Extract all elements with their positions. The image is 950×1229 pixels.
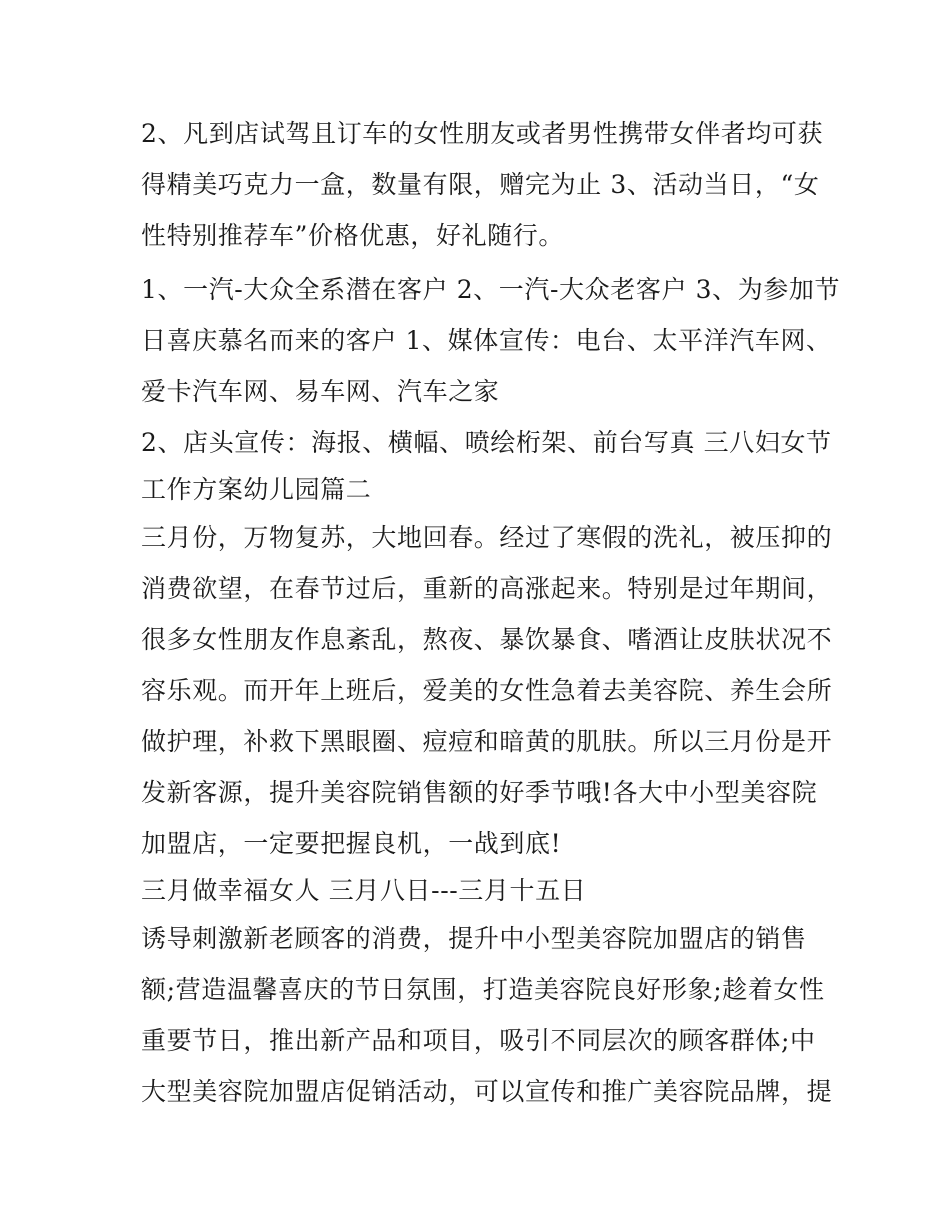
text-line: 得精美巧克力一盒，数量有限，赠完为止 3、活动当日，“女 <box>141 170 820 199</box>
text-line: 日喜庆慕名而来的客户 1、媒体宣传：电台、太平洋汽车网、 <box>141 326 832 355</box>
text-line: 爱卡汽车网、易车网、汽车之家 <box>141 377 500 406</box>
text-line: 三月份，万物复苏，大地回春。经过了寒假的洗礼，被压抑的 <box>141 523 833 552</box>
document-body <box>141 108 841 1117</box>
text-line: 额;营造温馨喜庆的节日氛围，打造美容院良好形象;趁着女性 <box>141 975 825 1004</box>
text-line: 重要节日，推出新产品和项目，吸引不同层次的顾客群体;中 <box>141 1026 816 1055</box>
section-heading: 工作方案幼儿园篇二 <box>141 475 372 504</box>
text-line: 做护理，补救下黑眼圈、痘痘和暗黄的肌肤。所以三月份是开 <box>141 727 833 756</box>
text-line: 2、凡到店试驾且订车的女性朋友或者男性携带女伴者均可获 <box>141 119 824 148</box>
text-line: 消费欲望，在春节过后，重新的高涨起来。特别是过年期间， <box>141 574 833 603</box>
text-line: 加盟店，一定要把握良机，一战到底! <box>141 829 562 858</box>
text-line: 很多女性朋友作息紊乱，熬夜、暴饮暴食、嗜酒让皮肤状况不 <box>141 625 833 654</box>
text-line: 性特别推荐车”价格优惠，好礼随行。 <box>141 221 564 250</box>
text-line: 诱导刺激新老顾客的消费，提升中小型美容院加盟店的销售 <box>141 924 807 953</box>
text-line: 大型美容院加盟店促销活动，可以宣传和推广美容院品牌，提 <box>141 1077 833 1106</box>
text-line: 发新客源，提升美容院销售额的好季节哦!各大中小型美容院 <box>141 778 818 807</box>
activity-title: 三月做幸福女人 三月八日---三月十五日 <box>141 876 587 905</box>
text-line: 容乐观。而开年上班后，爱美的女性急着去美容院、养生会所 <box>141 676 833 705</box>
text-line: 2、店头宣传：海报、横幅、喷绘桁架、前台写真 三八妇女节 <box>141 428 832 457</box>
text-line: 1、一汽-大众全系潜在客户 2、一汽-大众老客户 3、为参加节 <box>141 275 841 304</box>
